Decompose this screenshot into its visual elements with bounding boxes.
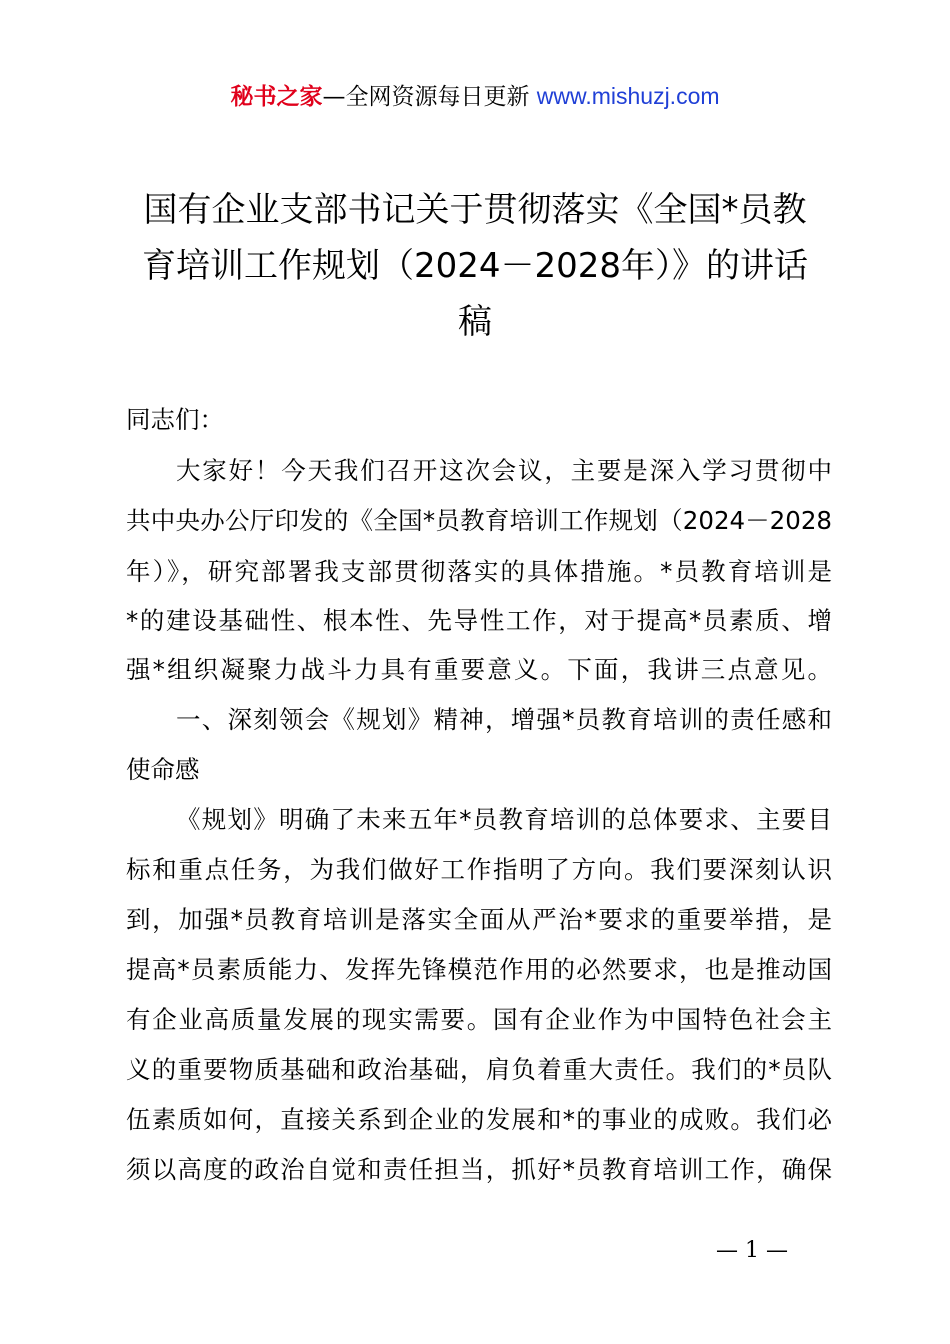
site-header [0,80,950,113]
body-line: 年）》，研究部署我支部贯彻落实的具体措施。*员教育培训是 [126,557,832,586]
body-line: 标和重点任务，为我们做好工作指明了方向。我们要深刻认识 [126,855,832,884]
body-line: 强*组织凝聚力战斗力具有重要意义。下面，我讲三点意见。 [126,655,832,684]
body-line: 伍素质如何，直接关系到企业的发展和*的事业的成败。我们必 [126,1105,832,1134]
body-line: 共中央办公厅印发的《全国*员教育培训工作规划（2024－2028 [126,506,832,535]
header-tagline: —全网资源每日更新 [322,84,530,110]
title-line: 育培训工作规划（2024－2028年）》的讲话 [141,246,809,286]
title-line: 国有企业支部书记关于贯彻落实《全国*员教 [143,190,807,230]
title-line: 稿 [458,302,492,342]
body-line: 大家好！今天我们召开这次会议，主要是深入学习贯彻中 [176,456,832,485]
section-heading-line: 一、深刻领会《规划》精神，增强*员教育培训的责任感和 [176,705,832,734]
body-line: 须以高度的政治自觉和责任担当，抓好*员教育培训工作，确保 [126,1155,832,1184]
brand-name: 秘书之家 [230,84,323,110]
document-title [110,182,840,350]
page-number: — 1 — [716,1238,788,1263]
body-line: 有企业高质量发展的现实需要。国有企业作为中国特色社会主 [126,1005,832,1034]
body-line: 《规划》明确了未来五年*员教育培训的总体要求、主要目 [176,805,832,834]
salutation: 同志们： [126,405,224,434]
body-line: 提高*员素质能力、发挥先锋模范作用的必然要求，也是推动国 [126,955,832,984]
body-line: 义的重要物质基础和政治基础，肩负着重大责任。我们的*员队 [126,1055,832,1084]
body-line: *的建设基础性、根本性、先导性工作，对于提高*员素质、增 [126,606,832,635]
site-url-link[interactable]: www.mishuzj.com [536,83,720,109]
body-line: 到，加强*员教育培训是落实全面从严治*要求的重要举措，是 [126,905,832,934]
section-heading-line: 使命感 [126,755,200,784]
